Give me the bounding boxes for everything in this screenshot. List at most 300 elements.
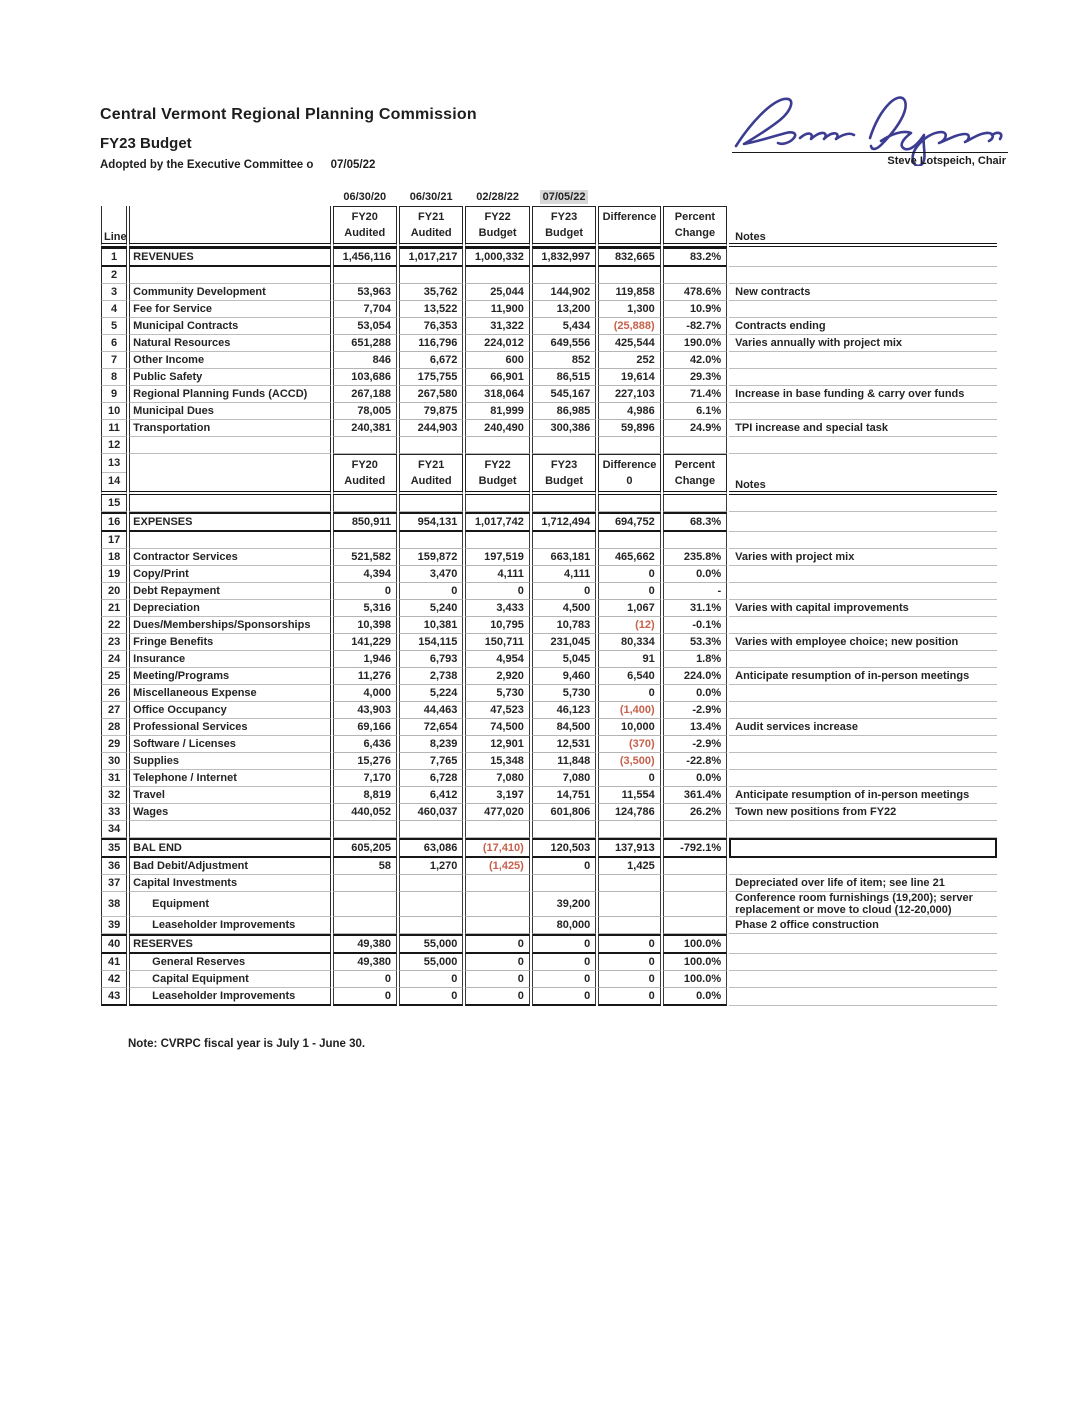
cell-fy20: 605,205 bbox=[333, 838, 397, 858]
budget-table bbox=[99, 188, 1009, 1006]
cell-percent-change: 71.4% bbox=[663, 386, 727, 403]
table-row bbox=[101, 934, 997, 954]
cell-fy20: 69,166 bbox=[333, 719, 397, 736]
notes-header: Notes bbox=[729, 454, 997, 495]
cell-difference: 137,913 bbox=[598, 838, 660, 858]
cell-difference: 124,786 bbox=[598, 804, 660, 821]
table-row bbox=[101, 495, 997, 512]
table-row bbox=[101, 566, 997, 583]
line-number: 33 bbox=[101, 804, 127, 821]
cell-fy21: 6,672 bbox=[399, 352, 463, 369]
cell-percent-change bbox=[663, 495, 727, 512]
row-label: Community Development bbox=[129, 284, 330, 301]
cell-difference: (1,400) bbox=[598, 702, 660, 719]
fy22-column-header: FY22 Budget bbox=[465, 206, 529, 247]
cell-fy23: 144,902 bbox=[532, 284, 596, 301]
table-row bbox=[101, 804, 997, 821]
row-label: Public Safety bbox=[129, 369, 330, 386]
cell-fy22: 0 bbox=[465, 934, 529, 954]
row-label: Copy/Print bbox=[129, 566, 330, 583]
item-column-header bbox=[129, 206, 330, 247]
note-cell bbox=[729, 736, 997, 753]
row-label: Transportation bbox=[129, 420, 330, 437]
cell-fy22 bbox=[465, 437, 529, 454]
note-cell bbox=[729, 838, 997, 858]
cell-difference-header: Difference 0 bbox=[598, 454, 660, 495]
cell-fy22: 240,490 bbox=[465, 420, 529, 437]
cell-fy20: 1,946 bbox=[333, 651, 397, 668]
cell-difference: 80,334 bbox=[598, 634, 660, 651]
cell-percent-change: 13.4% bbox=[663, 719, 727, 736]
cell-fy23: 0 bbox=[532, 583, 596, 600]
note-cell bbox=[729, 934, 997, 954]
cell-percent-change: -82.7% bbox=[663, 318, 727, 335]
row-label: General Reserves bbox=[129, 954, 330, 971]
fy21-column-header: FY21 Audited bbox=[399, 206, 463, 247]
cell-fy21: 8,239 bbox=[399, 736, 463, 753]
note-cell bbox=[729, 583, 997, 600]
cell-difference: 1,300 bbox=[598, 301, 660, 318]
cell-fy20: 49,380 bbox=[333, 934, 397, 954]
cell-fy22: 74,500 bbox=[465, 719, 529, 736]
table-row bbox=[101, 892, 997, 917]
cell-difference: (12) bbox=[598, 617, 660, 634]
cell-fy22: 0 bbox=[465, 954, 529, 971]
cell-fy21 bbox=[399, 267, 463, 284]
row-label: Leaseholder Improvements bbox=[129, 917, 330, 934]
cell-fy23 bbox=[532, 821, 596, 838]
note-cell: Conference room furnishings (19,200); server replacement or move to cloud (12-20,000) bbox=[729, 892, 997, 917]
line-number: 8 bbox=[101, 369, 127, 386]
cell-difference: (25,888) bbox=[598, 318, 660, 335]
cell-difference: 227,103 bbox=[598, 386, 660, 403]
note-cell bbox=[729, 821, 997, 838]
note-cell bbox=[729, 685, 997, 702]
line-number: 36 bbox=[101, 858, 127, 875]
row-label bbox=[129, 267, 330, 284]
note-cell: Depreciated over life of item; see line 21 bbox=[729, 875, 997, 892]
cell-percent-change bbox=[663, 267, 727, 284]
cell-fy22 bbox=[465, 532, 529, 549]
cell-fy21: 5,224 bbox=[399, 685, 463, 702]
cell-percent-change: 53.3% bbox=[663, 634, 727, 651]
cell-fy23: 14,751 bbox=[532, 787, 596, 804]
cell-difference: (370) bbox=[598, 736, 660, 753]
cell-percent-change: 31.1% bbox=[663, 600, 727, 617]
cell-fy23: 649,556 bbox=[532, 335, 596, 352]
cell-fy23: 4,111 bbox=[532, 566, 596, 583]
cell-difference: 1,067 bbox=[598, 600, 660, 617]
cell-fy20-header: FY20 Audited bbox=[333, 454, 397, 495]
cell-fy23: 1,832,997 bbox=[532, 247, 596, 267]
cell-percent-change: 100.0% bbox=[663, 954, 727, 971]
table-row bbox=[101, 770, 997, 787]
line-number: 24 bbox=[101, 651, 127, 668]
cell-difference: 1,425 bbox=[598, 858, 660, 875]
line-number: 9 bbox=[101, 386, 127, 403]
cell-fy22: 0 bbox=[465, 583, 529, 600]
cell-difference: 6,540 bbox=[598, 668, 660, 685]
cell-fy21: 0 bbox=[399, 971, 463, 988]
cell-fy23: 86,515 bbox=[532, 369, 596, 386]
table-row bbox=[101, 369, 997, 386]
line-number: 15 bbox=[101, 495, 127, 512]
cell-percent-change bbox=[663, 821, 727, 838]
adopted-line bbox=[100, 159, 477, 171]
footnote: Note: CVRPC fiscal year is July 1 - June 30. bbox=[128, 1038, 366, 1050]
cell-fy22: 25,044 bbox=[465, 284, 529, 301]
cell-fy21: 2,738 bbox=[399, 668, 463, 685]
cell-fy22: 477,020 bbox=[465, 804, 529, 821]
row-label: Dues/Memberships/Sponsorships bbox=[129, 617, 330, 634]
cell-percent-change: 224.0% bbox=[663, 668, 727, 685]
cell-fy21: 1,270 bbox=[399, 858, 463, 875]
cell-percent-change bbox=[663, 437, 727, 454]
line-number: 40 bbox=[101, 934, 127, 954]
note-cell bbox=[729, 753, 997, 770]
cell-difference: 11,554 bbox=[598, 787, 660, 804]
cell-percent-change: 42.0% bbox=[663, 352, 727, 369]
cell-percent-change: 235.8% bbox=[663, 549, 727, 566]
table-row bbox=[101, 267, 997, 284]
cell-fy20 bbox=[333, 917, 397, 934]
cell-percent-change: 100.0% bbox=[663, 971, 727, 988]
cell-fy23: 0 bbox=[532, 988, 596, 1006]
cell-fy20: 4,394 bbox=[333, 566, 397, 583]
cell-fy22: 81,999 bbox=[465, 403, 529, 420]
cell-fy23: 46,123 bbox=[532, 702, 596, 719]
line-number: 6 bbox=[101, 335, 127, 352]
note-cell bbox=[729, 512, 997, 532]
cell-percent-change: - bbox=[663, 583, 727, 600]
cell-fy22 bbox=[465, 821, 529, 838]
cell-percent-change: 24.9% bbox=[663, 420, 727, 437]
date-fy21: 06/30/21 bbox=[409, 190, 453, 203]
cell-percent-change: -792.1% bbox=[663, 838, 727, 858]
cell-fy21: 10,381 bbox=[399, 617, 463, 634]
cell-fy22 bbox=[465, 267, 529, 284]
table-row bbox=[101, 971, 997, 988]
note-cell bbox=[729, 352, 997, 369]
line-number: 16 bbox=[101, 512, 127, 532]
row-label: Telephone / Internet bbox=[129, 770, 330, 787]
line-number: 38 bbox=[101, 892, 127, 917]
note-cell: New contracts bbox=[729, 284, 997, 301]
row-label: Equipment bbox=[129, 892, 330, 917]
row-label: Leaseholder Improvements bbox=[129, 988, 330, 1006]
cell-fy20: 10,398 bbox=[333, 617, 397, 634]
note-cell bbox=[729, 702, 997, 719]
cell-difference: 694,752 bbox=[598, 512, 660, 532]
cell-fy23-header: FY23 Budget bbox=[532, 454, 596, 495]
cell-fy23: 852 bbox=[532, 352, 596, 369]
cell-fy20: 850,911 bbox=[333, 512, 397, 532]
cell-fy21: 154,115 bbox=[399, 634, 463, 651]
table-row bbox=[101, 617, 997, 634]
cell-fy20: 53,963 bbox=[333, 284, 397, 301]
table-row bbox=[101, 532, 997, 549]
line-number: 32 bbox=[101, 787, 127, 804]
cell-fy20: 7,704 bbox=[333, 301, 397, 318]
cell-difference: 59,896 bbox=[598, 420, 660, 437]
cell-fy23: 300,386 bbox=[532, 420, 596, 437]
fy20-column-header: FY20 Audited bbox=[333, 206, 397, 247]
cell-percent-change: 83.2% bbox=[663, 247, 727, 267]
row-label: Professional Services bbox=[129, 719, 330, 736]
note-cell bbox=[729, 971, 997, 988]
row-label: Insurance bbox=[129, 651, 330, 668]
cell-fy23: 545,167 bbox=[532, 386, 596, 403]
cell-fy22 bbox=[465, 892, 529, 917]
cell-fy22: 47,523 bbox=[465, 702, 529, 719]
row-label: Capital Investments bbox=[129, 875, 330, 892]
table-row bbox=[101, 284, 997, 301]
line-number: 2 bbox=[101, 267, 127, 284]
row-label: Bad Debit/Adjustment bbox=[129, 858, 330, 875]
cell-percent-change bbox=[663, 858, 727, 875]
note-cell bbox=[729, 954, 997, 971]
cell-fy21: 13,522 bbox=[399, 301, 463, 318]
cell-fy20: 15,276 bbox=[333, 753, 397, 770]
cell-percent-change bbox=[663, 875, 727, 892]
cell-fy23: 86,985 bbox=[532, 403, 596, 420]
cell-fy23: 84,500 bbox=[532, 719, 596, 736]
row-label: Capital Equipment bbox=[129, 971, 330, 988]
cell-percent-change: 190.0% bbox=[663, 335, 727, 352]
cell-difference: 0 bbox=[598, 934, 660, 954]
row-label: Municipal Dues bbox=[129, 403, 330, 420]
note-cell: Contracts ending bbox=[729, 318, 997, 335]
table-row bbox=[101, 386, 997, 403]
cell-fy22: 11,900 bbox=[465, 301, 529, 318]
cell-fy20: 7,170 bbox=[333, 770, 397, 787]
cell-fy20: 0 bbox=[333, 971, 397, 988]
cell-fy20 bbox=[333, 495, 397, 512]
table-row bbox=[101, 838, 997, 858]
row-label bbox=[129, 495, 330, 512]
cell-fy22: 150,711 bbox=[465, 634, 529, 651]
cell-fy23 bbox=[532, 875, 596, 892]
cell-difference bbox=[598, 875, 660, 892]
table-row bbox=[101, 917, 997, 934]
cell-fy23: 11,848 bbox=[532, 753, 596, 770]
cell-fy21: 244,903 bbox=[399, 420, 463, 437]
note-cell: Varies with project mix bbox=[729, 549, 997, 566]
fy23-column-header: FY23 Budget bbox=[532, 206, 596, 247]
note-cell bbox=[729, 770, 997, 787]
cell-fy21: 76,353 bbox=[399, 318, 463, 335]
cell-difference: (3,500) bbox=[598, 753, 660, 770]
cell-fy22: 15,348 bbox=[465, 753, 529, 770]
cell-fy22: 3,433 bbox=[465, 600, 529, 617]
row-label: EXPENSES bbox=[129, 512, 330, 532]
cell-fy21: 267,580 bbox=[399, 386, 463, 403]
cell-fy22: 224,012 bbox=[465, 335, 529, 352]
difference-column-header: Difference bbox=[598, 206, 660, 247]
cell-fy22: 2,920 bbox=[465, 668, 529, 685]
line-number: 43 bbox=[101, 988, 127, 1006]
cell-fy20 bbox=[333, 437, 397, 454]
note-cell: Audit services increase bbox=[729, 719, 997, 736]
table-subheader-row bbox=[101, 454, 997, 495]
cell-percent-change: 478.6% bbox=[663, 284, 727, 301]
cell-difference: 10,000 bbox=[598, 719, 660, 736]
row-label: Supplies bbox=[129, 753, 330, 770]
note-cell: TPI increase and special task bbox=[729, 420, 997, 437]
cell-fy21: 116,796 bbox=[399, 335, 463, 352]
cell-fy23: 5,434 bbox=[532, 318, 596, 335]
line-numbers: 13 14 bbox=[101, 454, 127, 495]
cell-percent-change: 0.0% bbox=[663, 566, 727, 583]
table-row bbox=[101, 512, 997, 532]
cell-fy23: 13,200 bbox=[532, 301, 596, 318]
cell-fy22-header: FY22 Budget bbox=[465, 454, 529, 495]
cell-percent-change-header: Percent Change bbox=[663, 454, 727, 495]
note-cell: Town new positions from FY22 bbox=[729, 804, 997, 821]
column-header-row bbox=[101, 206, 997, 247]
cell-fy21: 79,875 bbox=[399, 403, 463, 420]
cell-fy23: 9,460 bbox=[532, 668, 596, 685]
note-cell bbox=[729, 988, 997, 1006]
line-number: 20 bbox=[101, 583, 127, 600]
cell-fy22 bbox=[465, 495, 529, 512]
note-cell bbox=[729, 617, 997, 634]
table-row bbox=[101, 437, 997, 454]
cell-percent-change: 10.9% bbox=[663, 301, 727, 318]
doc-header bbox=[100, 106, 477, 171]
table-row bbox=[101, 651, 997, 668]
cell-percent-change: 0.0% bbox=[663, 770, 727, 787]
cell-difference: 832,665 bbox=[598, 247, 660, 267]
cell-fy23: 7,080 bbox=[532, 770, 596, 787]
cell-fy23 bbox=[532, 532, 596, 549]
table-row bbox=[101, 335, 997, 352]
row-label: Municipal Contracts bbox=[129, 318, 330, 335]
line-number: 12 bbox=[101, 437, 127, 454]
row-label: Software / Licenses bbox=[129, 736, 330, 753]
cell-fy20: 141,229 bbox=[333, 634, 397, 651]
cell-percent-change: 6.1% bbox=[663, 403, 727, 420]
row-label: Fee for Service bbox=[129, 301, 330, 318]
row-label: Regional Planning Funds (ACCD) bbox=[129, 386, 330, 403]
cell-difference: 0 bbox=[598, 566, 660, 583]
cell-fy20 bbox=[333, 821, 397, 838]
table-row bbox=[101, 583, 997, 600]
row-label: Wages bbox=[129, 804, 330, 821]
line-number: 27 bbox=[101, 702, 127, 719]
row-label bbox=[129, 437, 330, 454]
cell-fy22 bbox=[465, 917, 529, 934]
cell-percent-change: -2.9% bbox=[663, 736, 727, 753]
cell-fy20: 43,903 bbox=[333, 702, 397, 719]
cell-fy20: 78,005 bbox=[333, 403, 397, 420]
cell-fy21: 7,765 bbox=[399, 753, 463, 770]
cell-percent-change: -0.1% bbox=[663, 617, 727, 634]
date-fy20: 06/30/20 bbox=[343, 190, 387, 203]
percent-change-column-header: Percent Change bbox=[663, 206, 727, 247]
cell-percent-change: 100.0% bbox=[663, 934, 727, 954]
line-number: 28 bbox=[101, 719, 127, 736]
cell-fy23: 663,181 bbox=[532, 549, 596, 566]
cell-fy20: 846 bbox=[333, 352, 397, 369]
cell-fy23: 601,806 bbox=[532, 804, 596, 821]
note-cell bbox=[729, 301, 997, 318]
line-number: 34 bbox=[101, 821, 127, 838]
cell-fy20: 651,288 bbox=[333, 335, 397, 352]
cell-difference: 19,614 bbox=[598, 369, 660, 386]
cell-fy21 bbox=[399, 821, 463, 838]
cell-fy21: 63,086 bbox=[399, 838, 463, 858]
date-fy22: 02/28/22 bbox=[476, 190, 520, 203]
note-cell bbox=[729, 267, 997, 284]
cell-fy21: 0 bbox=[399, 583, 463, 600]
note-cell: Anticipate resumption of in-person meetings bbox=[729, 668, 997, 685]
cell-fy21: 460,037 bbox=[399, 804, 463, 821]
cell-percent-change: 68.3% bbox=[663, 512, 727, 532]
line-number: 30 bbox=[101, 753, 127, 770]
row-label: Contractor Services bbox=[129, 549, 330, 566]
cell-fy22: 10,795 bbox=[465, 617, 529, 634]
note-cell: Varies with employee choice; new position bbox=[729, 634, 997, 651]
line-number: 39 bbox=[101, 917, 127, 934]
table-row bbox=[101, 821, 997, 838]
cell-fy21 bbox=[399, 875, 463, 892]
cell-difference: 425,544 bbox=[598, 335, 660, 352]
cell-fy23: 0 bbox=[532, 954, 596, 971]
adopted-label: Adopted by the Executive Committee o bbox=[100, 159, 314, 171]
cell-fy22: 197,519 bbox=[465, 549, 529, 566]
cell-difference: 0 bbox=[598, 770, 660, 787]
note-cell bbox=[729, 566, 997, 583]
cell-fy21 bbox=[399, 495, 463, 512]
cell-fy23: 231,045 bbox=[532, 634, 596, 651]
line-number: 42 bbox=[101, 971, 127, 988]
cell-fy23: 0 bbox=[532, 934, 596, 954]
cell-percent-change bbox=[663, 532, 727, 549]
cell-percent-change bbox=[663, 892, 727, 917]
cell-fy22: 4,111 bbox=[465, 566, 529, 583]
row-label: Office Occupancy bbox=[129, 702, 330, 719]
cell-fy20: 240,381 bbox=[333, 420, 397, 437]
cell-percent-change: -22.8% bbox=[663, 753, 727, 770]
cell-fy20: 58 bbox=[333, 858, 397, 875]
line-number: 26 bbox=[101, 685, 127, 702]
cell-fy21: 35,762 bbox=[399, 284, 463, 301]
note-cell: Increase in base funding & carry over funds bbox=[729, 386, 997, 403]
cell-fy20: 440,052 bbox=[333, 804, 397, 821]
cell-fy23 bbox=[532, 267, 596, 284]
cell-percent-change: 0.0% bbox=[663, 988, 727, 1006]
page-subtitle: FY23 Budget bbox=[100, 135, 192, 152]
cell-fy22: 5,730 bbox=[465, 685, 529, 702]
table-row bbox=[101, 685, 997, 702]
cell-fy21: 44,463 bbox=[399, 702, 463, 719]
note-cell bbox=[729, 495, 997, 512]
cell-fy22: 600 bbox=[465, 352, 529, 369]
table-row bbox=[101, 247, 997, 267]
cell-fy22: (1,425) bbox=[465, 858, 529, 875]
note-cell: Anticipate resumption of in-person meetings bbox=[729, 787, 997, 804]
date-fy23-highlighted: 07/05/22 bbox=[532, 188, 596, 206]
cell-fy22: 1,017,742 bbox=[465, 512, 529, 532]
table-row bbox=[101, 403, 997, 420]
line-number: 21 bbox=[101, 600, 127, 617]
table-row bbox=[101, 787, 997, 804]
note-cell bbox=[729, 437, 997, 454]
page-title: Central Vermont Regional Planning Commission bbox=[100, 106, 477, 123]
cell-fy23: 4,500 bbox=[532, 600, 596, 617]
cell-fy21: 1,017,217 bbox=[399, 247, 463, 267]
